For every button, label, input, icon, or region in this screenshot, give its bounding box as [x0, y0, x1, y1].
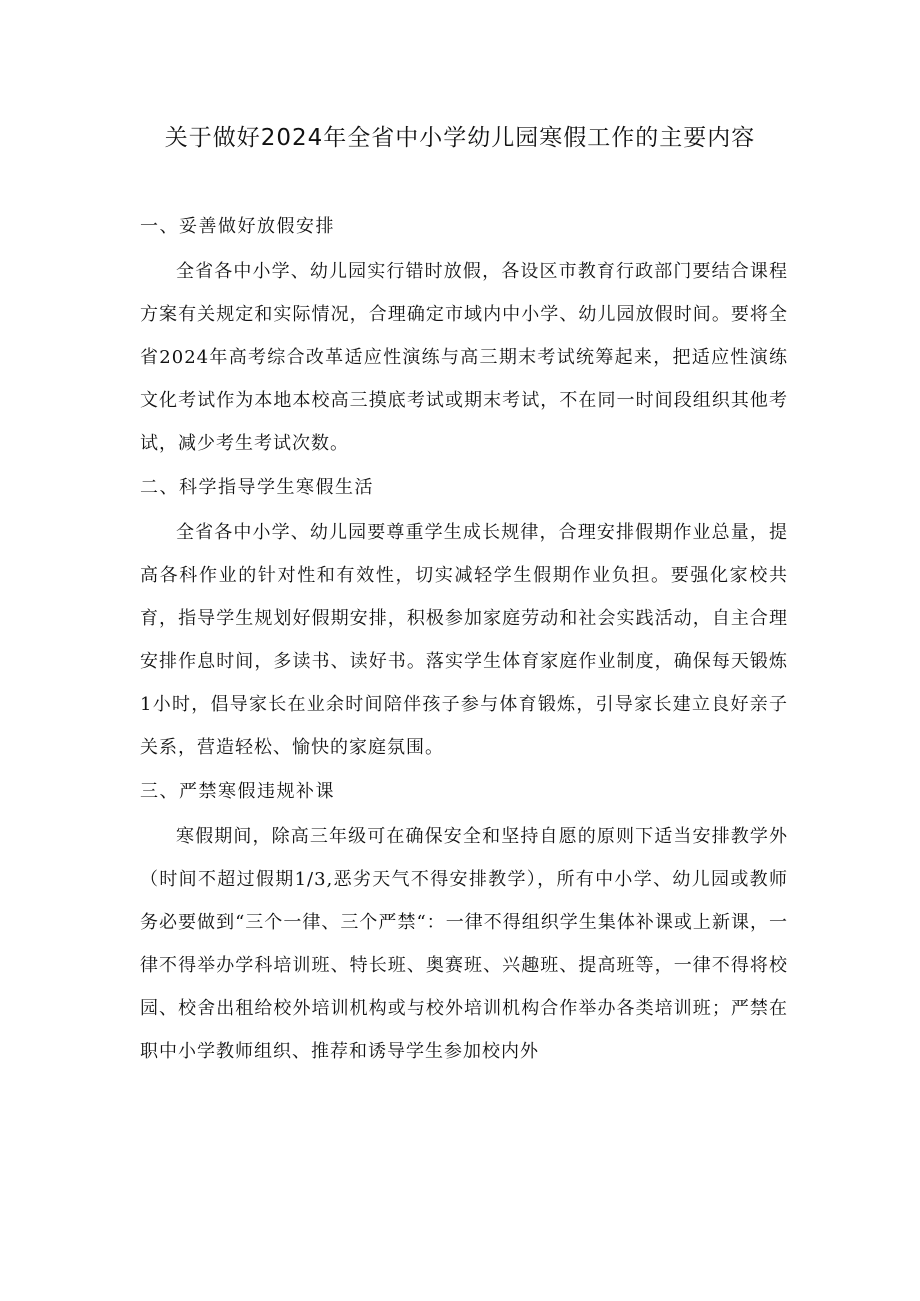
- section-paragraph: 全省各中小学、幼儿园要尊重学生成长规律，合理安排假期作业总量，提高各科作业的针对性和有效性，切实减轻学生假期作业负担。要强化家校共育，指导学生规划好假期安排，积极参加家庭劳动和社会实践活动，自主合理安排作息时间，多读书、读好书。落实学生体育家庭作业制度，确保每天锻炼1小时，倡导家长在业余时间陪伴孩子参与体育锻炼，引导家长建立良好亲子关系，营造轻松、愉快的家庭氛围。: [140, 522, 788, 758]
- section-2: [140, 468, 788, 769]
- section-1: [140, 207, 788, 465]
- section-3: [140, 772, 788, 1073]
- section-heading: 一、妥善做好放假安排: [140, 216, 335, 237]
- document-body: [140, 207, 788, 1076]
- section-paragraph: 寒假期间，除高三年级可在确保安全和坚持自愿的原则下适当安排教学外（时间不超过假期1/3,恶劣天气不得安排教学），所有中小学、幼儿园或教师务必要做到“三个一律、三个严禁“：一律不得组织学生集体补课或上新课，一律不得举办学科培训班、特长班、奥赛班、兴趣班、提高班等，一律不得将校园、校舍出租给校外培训机构或与校外培训机构合作举办各类培训班；严禁在职中小学教师组织、推荐和诱导学生参加校内外: [140, 826, 788, 1062]
- section-heading: 二、科学指导学生寒假生活: [140, 477, 374, 498]
- section-paragraph: 全省各中小学、幼儿园实行错时放假，各设区市教育行政部门要结合课程方案有关规定和实际情况，合理确定市域内中小学、幼儿园放假时间。要将全省2024年高考综合改革适应性演练与高三期末考试统筹起来，把适应性演练文化考试作为本地本校高三摸底考试或期末考试，不在同一时间段组织其他考试，减少考生考试次数。: [140, 261, 788, 454]
- document-title: 关于做好2024年全省中小学幼儿园寒假工作的主要内容: [164, 125, 756, 151]
- section-heading: 三、严禁寒假违规补课: [140, 781, 335, 802]
